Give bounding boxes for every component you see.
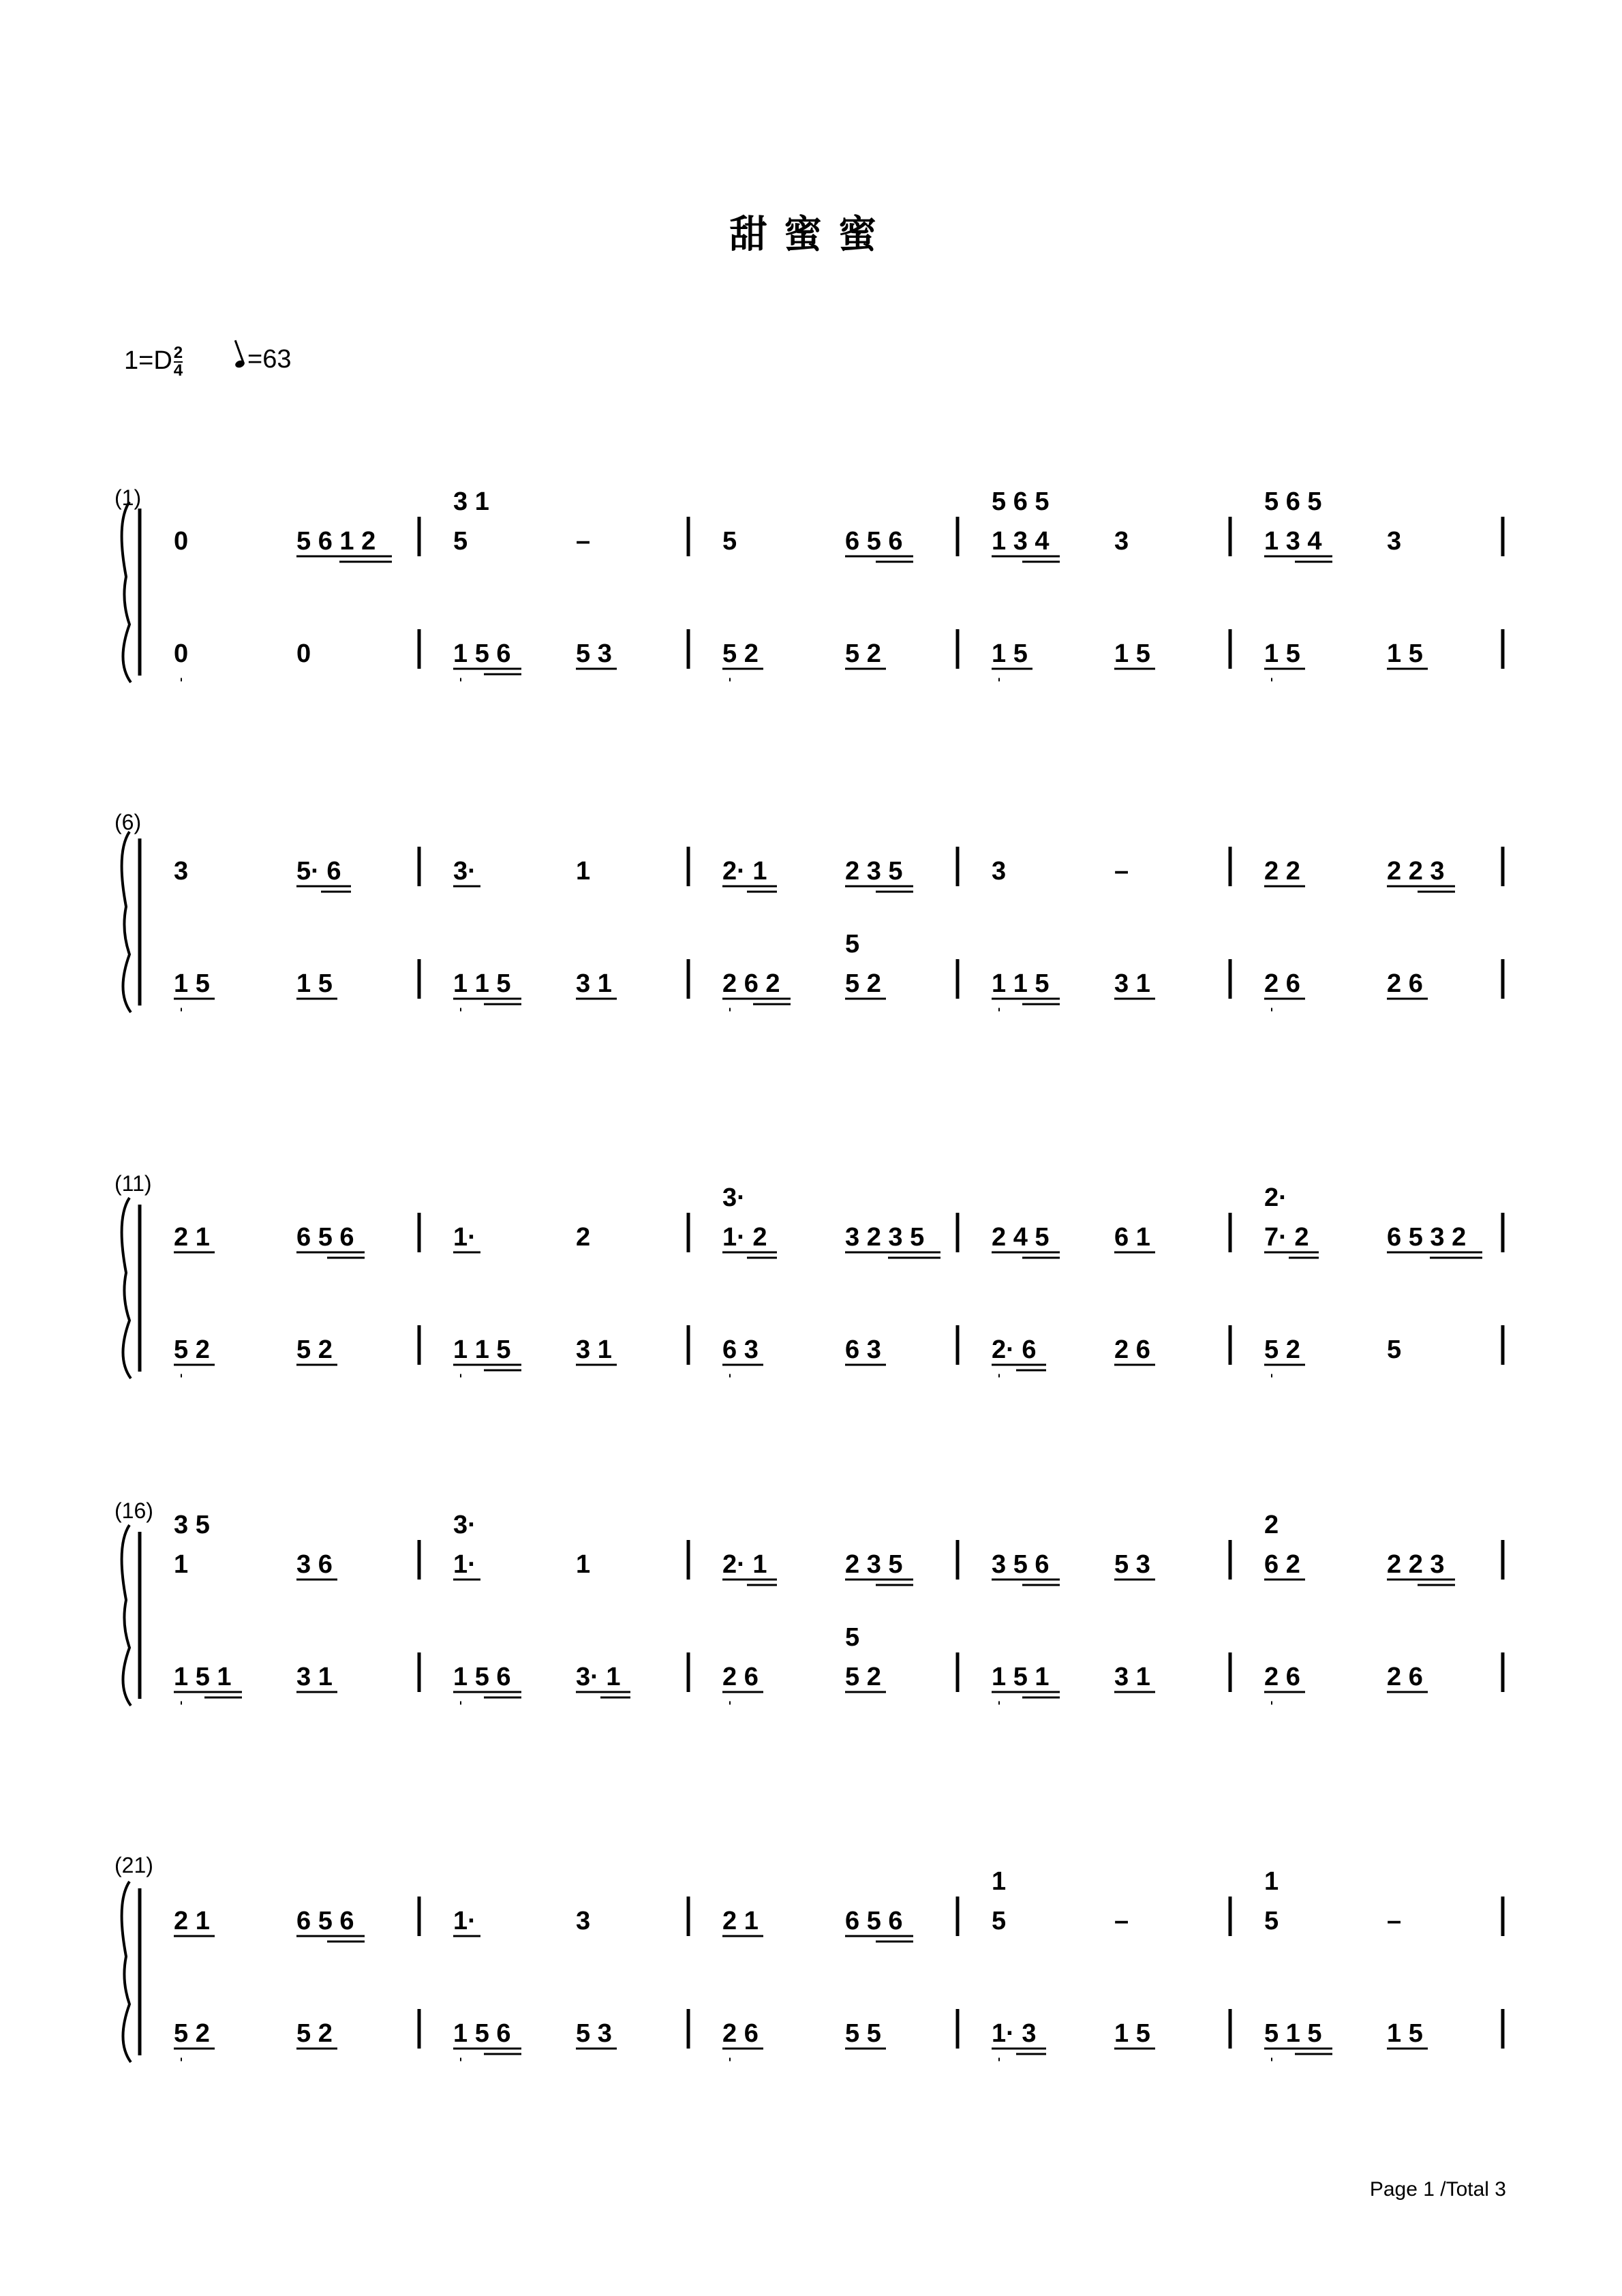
upper-note-group: 2 bbox=[576, 1223, 591, 1252]
upper-note-group: 1 3 4 bbox=[1264, 527, 1322, 556]
lower-note-group: 6 3 bbox=[845, 1335, 881, 1364]
upper-note-group: 6 1 bbox=[1114, 1223, 1150, 1252]
measure-number: (16) bbox=[114, 1498, 153, 1523]
lower-note-group: 1 5 bbox=[1264, 639, 1300, 668]
tempo-label: =63 bbox=[247, 345, 292, 374]
lower-note-group: 1 5 bbox=[1114, 639, 1150, 668]
lower-note-group: 5 bbox=[1387, 1335, 1402, 1364]
lower-note-group: 2· 6 bbox=[992, 1335, 1037, 1364]
upper-note-group: 1 bbox=[174, 1550, 189, 1579]
lower-note-group: 2 6 bbox=[1264, 969, 1300, 998]
lower-note-group: 1 5 bbox=[992, 639, 1028, 668]
lower-note-group: 5 3 bbox=[576, 2019, 612, 2048]
page-footer: Page 1 /Total 3 bbox=[1369, 2178, 1506, 2201]
lower-note-group: 5 5 bbox=[845, 2019, 881, 2048]
measure-number: (21) bbox=[114, 1853, 153, 1877]
lower-note-group: 2 6 2 bbox=[722, 969, 780, 998]
upper-chord-note: 1 bbox=[1264, 1867, 1279, 1896]
upper-chord-note: 2 bbox=[1264, 1511, 1279, 1539]
upper-note-group: 6 2 bbox=[1264, 1550, 1300, 1579]
lower-note-group: 1 5 1 bbox=[174, 1663, 232, 1691]
upper-note-group: 6 5 3 2 bbox=[1387, 1223, 1467, 1252]
lower-note-group: 1 5 bbox=[1114, 2019, 1150, 2048]
upper-note-group: 3 5 6 bbox=[992, 1550, 1050, 1579]
upper-note-group: 5 bbox=[992, 1907, 1007, 1935]
upper-note-group: 1· bbox=[453, 1223, 476, 1252]
lower-note-group: 1 5 6 bbox=[453, 1663, 511, 1691]
upper-note-group: 3 bbox=[1387, 527, 1402, 556]
lower-note-group: 3· 1 bbox=[576, 1663, 621, 1691]
upper-note-group: 1 3 4 bbox=[992, 527, 1050, 556]
upper-note-group: 5 6 1 2 bbox=[296, 527, 376, 556]
upper-chord-note: 5 6 5 bbox=[1264, 487, 1322, 516]
lower-note-group: 1 5 bbox=[174, 969, 210, 998]
lower-note-group: 2 6 bbox=[1387, 969, 1423, 998]
key-label: 1=D bbox=[124, 346, 172, 376]
lower-note-group: 3 1 bbox=[1114, 969, 1150, 998]
upper-note-group: 0 bbox=[174, 527, 189, 556]
lower-note-group: 5 2 bbox=[296, 2019, 333, 2048]
lower-note-group: 5 3 bbox=[576, 639, 612, 668]
upper-note-group: – bbox=[1114, 857, 1129, 886]
lower-note-group: 5 2 bbox=[845, 639, 881, 668]
upper-chord-note: 1 bbox=[992, 1867, 1007, 1896]
upper-note-group: 2· 1 bbox=[722, 1550, 767, 1579]
upper-note-group: 2· 1 bbox=[722, 857, 767, 886]
upper-note-group: 3· bbox=[453, 857, 476, 886]
page-title: 甜蜜蜜 bbox=[729, 213, 893, 257]
upper-note-group: 1 bbox=[576, 1550, 591, 1579]
upper-note-group: 5 3 bbox=[1114, 1550, 1150, 1579]
measure-number: (1) bbox=[114, 485, 142, 510]
upper-note-group: 2 2 bbox=[1264, 857, 1300, 886]
lower-note-group: 5 2 bbox=[722, 639, 759, 668]
upper-note-group: – bbox=[1114, 1907, 1129, 1935]
lower-note-group: 5 2 bbox=[174, 1335, 210, 1364]
lower-note-group: 3 1 bbox=[576, 1335, 612, 1364]
upper-note-group: 1 bbox=[576, 857, 591, 886]
upper-note-group: 6 5 6 bbox=[845, 1907, 903, 1935]
upper-note-group: 2 3 5 bbox=[845, 857, 903, 886]
upper-chord-note: 2· bbox=[1264, 1183, 1287, 1212]
lower-note-group: 1 5 6 bbox=[453, 2019, 511, 2048]
measure-number: (11) bbox=[114, 1171, 152, 1196]
upper-note-group: 1· bbox=[453, 1907, 476, 1935]
lower-note-group: 3 1 bbox=[296, 1663, 333, 1691]
upper-note-group: 3 2 3 5 bbox=[845, 1223, 925, 1252]
lower-note-group: 2 6 bbox=[722, 1663, 759, 1691]
upper-note-group: 2 4 5 bbox=[992, 1223, 1050, 1252]
lower-note-group: 5 1 5 bbox=[1264, 2019, 1322, 2048]
upper-chord-note: 3 1 bbox=[453, 487, 489, 516]
brace bbox=[122, 502, 131, 682]
upper-note-group: 7· 2 bbox=[1264, 1223, 1309, 1252]
upper-note-group: 2 1 bbox=[174, 1223, 210, 1252]
lower-note-group: 0 bbox=[174, 639, 189, 668]
lower-note-group: 1 5 1 bbox=[992, 1663, 1050, 1691]
lower-note-group: 5 2 bbox=[845, 1663, 881, 1691]
lower-note-group: 1 5 bbox=[1387, 639, 1423, 668]
lower-note-group: 1 1 5 bbox=[992, 969, 1050, 998]
lower-note-group: 3 1 bbox=[576, 969, 612, 998]
brace bbox=[122, 1198, 131, 1378]
upper-note-group: 5 bbox=[453, 527, 468, 556]
brace bbox=[122, 832, 131, 1012]
time-bottom: 4 bbox=[173, 361, 183, 380]
upper-note-group: 3 bbox=[576, 1907, 591, 1935]
measure-number: (6) bbox=[114, 810, 142, 834]
lower-note-group: 0 bbox=[296, 639, 311, 668]
lower-note-group: 1 1 5 bbox=[453, 969, 511, 998]
lower-note-group: 1 5 bbox=[1387, 2019, 1423, 2048]
lower-note-group: 1· 3 bbox=[992, 2019, 1037, 2048]
lower-note-group: 6 3 bbox=[722, 1335, 759, 1364]
lower-chord-note: 5 bbox=[845, 1623, 860, 1652]
upper-note-group: 1· 2 bbox=[722, 1223, 767, 1252]
upper-note-group: 6 5 6 bbox=[296, 1223, 354, 1252]
upper-note-group: 5· 6 bbox=[296, 857, 341, 886]
lower-note-group: 2 6 bbox=[1114, 1335, 1150, 1364]
lower-note-group: 5 2 bbox=[845, 969, 881, 998]
upper-note-group: – bbox=[576, 527, 591, 556]
upper-note-group: 2 2 3 bbox=[1387, 857, 1445, 886]
upper-note-group: 2 1 bbox=[174, 1907, 210, 1935]
upper-note-group: 1· bbox=[453, 1550, 476, 1579]
brace bbox=[122, 1525, 131, 1706]
upper-note-group: 2 2 3 bbox=[1387, 1550, 1445, 1579]
lower-note-group: 3 1 bbox=[1114, 1663, 1150, 1691]
upper-note-group: 2 3 5 bbox=[845, 1550, 903, 1579]
upper-note-group: 6 5 6 bbox=[845, 527, 903, 556]
upper-note-group: 3 bbox=[1114, 527, 1129, 556]
upper-note-group: 3 6 bbox=[296, 1550, 333, 1579]
lower-note-group: 5 2 bbox=[1264, 1335, 1300, 1364]
upper-note-group: 5 bbox=[1264, 1907, 1279, 1935]
upper-note-group: 6 5 6 bbox=[296, 1907, 354, 1935]
lower-note-group: 1 5 6 bbox=[453, 639, 511, 668]
upper-chord-note: 3 5 bbox=[174, 1511, 210, 1539]
lower-note-group: 2 6 bbox=[1387, 1663, 1423, 1691]
lower-note-group: 2 6 bbox=[1264, 1663, 1300, 1691]
lower-note-group: 5 2 bbox=[174, 2019, 210, 2048]
upper-note-group: 3 bbox=[174, 857, 189, 886]
lower-note-group: 2 6 bbox=[722, 2019, 759, 2048]
upper-note-group: 3 bbox=[992, 857, 1007, 886]
brace bbox=[122, 1882, 131, 2062]
upper-chord-note: 5 6 5 bbox=[992, 487, 1050, 516]
upper-note-group: – bbox=[1387, 1907, 1402, 1935]
time-top: 2 bbox=[173, 344, 183, 362]
upper-chord-note: 3· bbox=[453, 1511, 476, 1539]
lower-chord-note: 5 bbox=[845, 930, 860, 958]
lower-note-group: 1 5 bbox=[296, 969, 333, 998]
lower-note-group: 1 1 5 bbox=[453, 1335, 511, 1364]
upper-note-group: 2 1 bbox=[722, 1907, 759, 1935]
upper-chord-note: 3· bbox=[722, 1183, 746, 1212]
lower-note-group: 5 2 bbox=[296, 1335, 333, 1364]
upper-note-group: 5 bbox=[722, 527, 737, 556]
